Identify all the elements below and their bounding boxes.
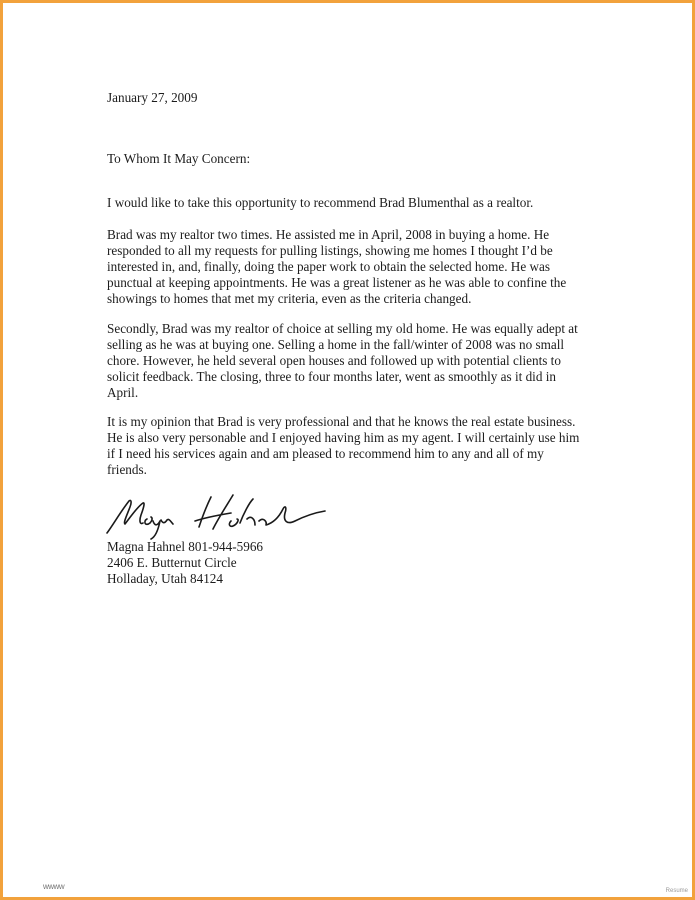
paragraph-3-line-5: April.	[107, 385, 139, 400]
paragraph-3-line-4: solicit feedback. The closing, three to four months later, went as smoothly as it did in	[107, 369, 556, 384]
letter-salutation: To Whom It May Concern:	[107, 151, 251, 166]
paragraph-3-line-3: chore. However, he held several open houses and followed up with potential clients to	[107, 353, 561, 368]
paragraph-2-line-4: punctual at keeping appointments. He was a great listener as he was able to confine the	[107, 275, 567, 290]
paragraph-4-line-1: It is my opinion that Brad is very professional and that he knows the real estate business.	[107, 414, 576, 429]
paragraph-3-line-1: Secondly, Brad was my realtor of choice at selling my old home. He was equally adept at	[107, 321, 578, 336]
paragraph-4-line-2: He is also very personable and I enjoyed having him as my agent. I will certainly use him	[107, 430, 580, 445]
paragraph-4-line-3: if I need his services again and am pleased to recommend him to any and all of my	[107, 446, 544, 461]
paragraph-2-line-3: interested in, and, finally, doing the paper work to obtain the selected home. He was	[107, 259, 550, 274]
paragraph-2-line-1: Brad was my realtor two times. He assisted me in April, 2008 in buying a home. He	[107, 227, 550, 242]
paragraph-2-line-2: responded to all my requests for pulling listings, showing me homes I thought I’d be	[107, 243, 553, 258]
letter-body	[3, 3, 695, 900]
signer-name-phone: Magna Hahnel 801-944-5966	[107, 539, 264, 554]
footer-watermark-left: wwww	[43, 882, 65, 891]
paragraph-2-line-5: showings to homes that met my criteria, even as the criteria changed.	[107, 291, 472, 306]
signer-address-line-2: Holladay, Utah 84124	[107, 571, 223, 586]
paragraph-1-line-1: I would like to take this opportunity to recommend Brad Blumenthal as a realtor.	[107, 195, 534, 210]
paragraph-4-line-4: friends.	[107, 462, 147, 477]
handwritten-signature	[103, 491, 333, 541]
signer-address-line-1: 2406 E. Butternut Circle	[107, 555, 237, 570]
paragraph-3-line-2: selling as he was at buying one. Selling a home in the fall/winter of 2008 was no small	[107, 337, 565, 352]
letter-date: January 27, 2009	[107, 90, 198, 105]
footer-watermark-right: Resume	[665, 888, 688, 894]
